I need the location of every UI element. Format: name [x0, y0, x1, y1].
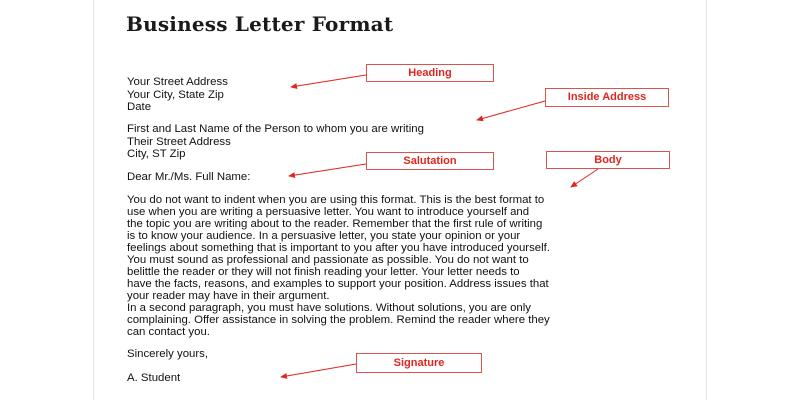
- salutation-annotation-label: Salutation: [366, 152, 494, 170]
- inside-address-street-line: Their Street Address: [127, 136, 231, 148]
- body-line: You do not want to indent when you are using this format. This is the best format to: [127, 194, 545, 206]
- inside-address-city-line: City, ST Zip: [127, 148, 186, 160]
- salutation-line: Dear Mr./Ms. Full Name:: [127, 171, 251, 183]
- heading-annotation-label: Heading: [366, 64, 494, 82]
- salutation-arrow-icon: [289, 164, 366, 176]
- right-frame-line: [706, 0, 707, 400]
- heading-date-line: Date: [127, 101, 152, 113]
- heading-city-line: Your City, State Zip: [127, 89, 224, 101]
- closing-line: Sincerely yours,: [127, 348, 209, 360]
- body-line: can contact you.: [127, 326, 210, 338]
- inside-address-annotation-label: Inside Address: [545, 88, 669, 107]
- body-annotation-label: Body: [546, 151, 670, 169]
- heading-arrow-icon: [291, 75, 366, 87]
- body-line: have the facts, reasons, and examples to support your position. Address issues that: [127, 278, 549, 290]
- body-line: You must sound as professional and passionate as possible. You do not want to: [127, 254, 529, 266]
- left-frame-line: [93, 0, 94, 400]
- body-line: is to know your audience. In a persuasive letter, you state your opinion or your: [127, 230, 521, 242]
- signature-arrow-icon: [281, 364, 356, 377]
- body-line: feelings about something that is important to you after you have introduced yourself.: [127, 242, 550, 254]
- signature-name-line: A. Student: [127, 372, 181, 384]
- body-line: use when you are writing a persuasive letter. You want to introduce yourself and: [127, 206, 530, 218]
- signature-annotation-label: Signature: [356, 353, 482, 373]
- body-arrow-icon: [571, 169, 598, 187]
- body-line: your reader may have in their argument.: [127, 290, 330, 302]
- heading-street-line: Your Street Address: [127, 76, 228, 88]
- inside-address-arrow-icon: [477, 101, 545, 120]
- body-line: belittle the reader or they will not finish reading your letter. Your letter needs to: [127, 266, 520, 278]
- body-line: the topic you are writing about to the reader. Remember that the first rule of writing: [127, 218, 543, 230]
- body-line: complaining. Offer assistance in solving the problem. Remind the reader where they: [127, 314, 550, 326]
- body-line: In a second paragraph, you must have solutions. Without solutions, you are only: [127, 302, 531, 314]
- page-title: Business Letter Format: [126, 12, 394, 36]
- inside-address-name-line: First and Last Name of the Person to whom you are writing: [127, 123, 424, 135]
